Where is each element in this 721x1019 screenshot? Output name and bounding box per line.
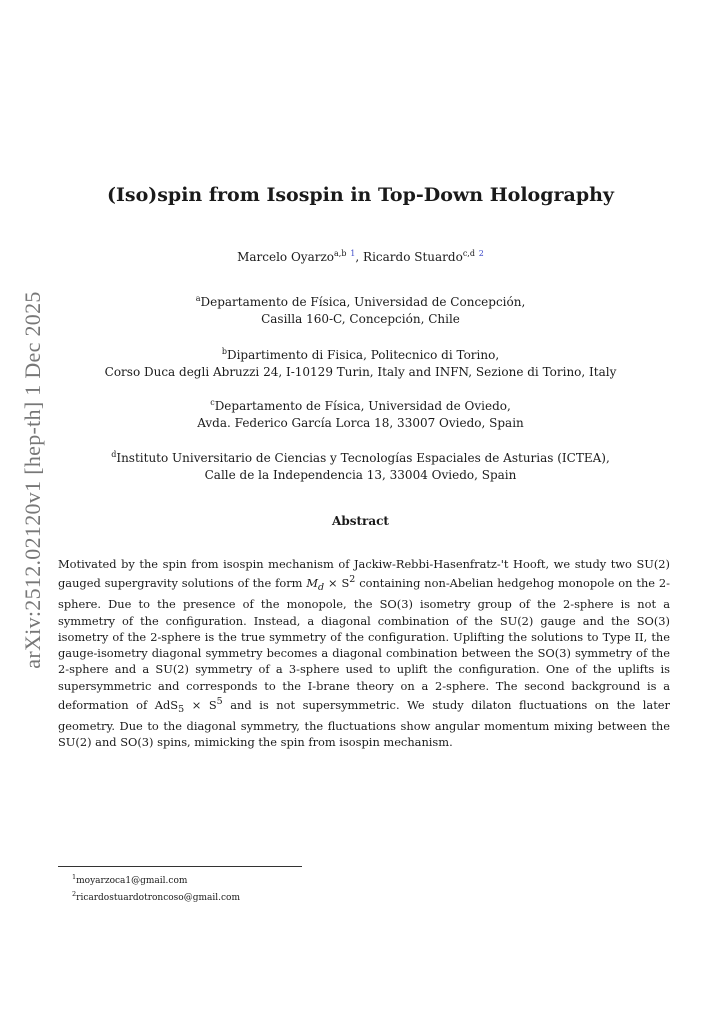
affiliation-line: Casilla 160-C, Concepción, Chile xyxy=(261,312,460,326)
affiliation-line xyxy=(0,290,721,311)
math-symbol: × S xyxy=(184,697,217,712)
math-superscript: 5 xyxy=(216,695,223,707)
affiliation-line xyxy=(0,394,721,415)
footnote-email[interactable]: moyarzoca1@gmail.com xyxy=(76,876,188,886)
affiliation-mark: a xyxy=(195,294,201,303)
affiliation-b xyxy=(0,343,721,381)
author-separator: , xyxy=(355,250,364,264)
math-superscript: 2 xyxy=(349,574,356,586)
footnote-email[interactable]: ricardostuardotroncoso@gmail.com xyxy=(76,893,240,903)
footnote-link[interactable]: 2 xyxy=(478,249,484,258)
arxiv-identifier-stamp: arXiv:2512.02120v1 [hep-th] 1 Dec 2025 xyxy=(20,291,45,669)
affiliation-a xyxy=(0,290,721,328)
footnote-item xyxy=(72,871,240,888)
footnote-mark: 2 xyxy=(72,890,77,898)
author-line xyxy=(0,249,721,264)
math-subscript: d xyxy=(318,582,325,594)
footnotes xyxy=(72,871,240,905)
math-symbol: M xyxy=(306,576,319,590)
affiliation-mark: c,d xyxy=(462,249,475,258)
abstract-text: and is not supersymmetric. We study dilaton fluctuations on the later geometry. Due to the diagonal symmetry, the fluctuations show angular momentum mixing between the SU(2) and SO(3) spins, mimicking the spin from isospin mechanism. xyxy=(58,697,670,750)
abstract-heading: Abstract xyxy=(332,514,389,528)
abstract-text: containing non-Abelian hedgehog monopole on the 2-sphere. Due to the presence of the monopole, the SO(3) isometry group of the 2-sphere is not a symmetry of the configuration. Instead, a diagonal combination of the SU(2) gauge and the SO(3) isometry of the 2-sphere is the true symmetry of the configuration. Uplifting the solutions to Type II, the gauge-isometry diagonal symmetry becomes a diagonal combination between the SO(3) symmetry of the 2-sphere and a SU(2) symmetry of a 3-sphere used to uplift the configuration. One of the uplifts is supersymmetric and corresponds to the I-brane theory on a 2-sphere. The second background is a deformation of xyxy=(58,576,671,712)
affiliation-text: Instituto Universitario de Ciencias y Tecnologías Espaciales de Asturias (ICTEA), xyxy=(116,451,610,465)
footnote-mark: 1 xyxy=(72,873,77,881)
author-name: Ricardo Stuardo xyxy=(363,250,463,264)
affiliation-mark: a,b xyxy=(334,249,347,258)
math-symbol: × S xyxy=(324,576,350,590)
paper-title: (Iso)spin from Isospin in Top-Down Holography xyxy=(107,184,614,206)
affiliation-line xyxy=(0,343,721,364)
affiliation-d xyxy=(0,446,721,484)
affiliation-line xyxy=(0,446,721,467)
affiliation-line: Corso Duca degli Abruzzi 24, I-10129 Turin, Italy and INFN, Sezione di Torino, Italy xyxy=(104,365,617,379)
affiliation-text: Departamento de Física, Universidad de Concepción, xyxy=(200,295,526,309)
footnote-item xyxy=(72,888,240,905)
affiliation-mark: c xyxy=(210,398,215,407)
abstract-text: Motivated by the spin from isospin mechanism of Jackiw-Rebbi-Hasenfratz-'t Hooft, we study two SU(2) gauged supergravity solutions of the form xyxy=(58,557,670,590)
affiliation-line: Avda. Federico García Lorca 18, 33007 Oviedo, Spain xyxy=(197,416,524,430)
author-name: Marcelo Oyarzo xyxy=(237,250,335,264)
affiliation-c xyxy=(0,394,721,432)
footnote-rule xyxy=(58,866,302,867)
affiliation-mark: d xyxy=(111,450,117,459)
affiliation-line: Calle de la Independencia 13, 33004 Oviedo, Spain xyxy=(204,468,517,482)
math-symbol: AdS xyxy=(154,697,179,712)
affiliation-text: Departamento de Física, Universidad de Oviedo, xyxy=(214,399,511,413)
math-subscript: 5 xyxy=(178,703,185,715)
abstract-body xyxy=(58,556,670,750)
affiliation-mark: b xyxy=(221,347,227,356)
footnote-link[interactable]: 1 xyxy=(350,249,356,258)
affiliation-text: Dipartimento di Fisica, Politecnico di Torino, xyxy=(226,348,500,362)
